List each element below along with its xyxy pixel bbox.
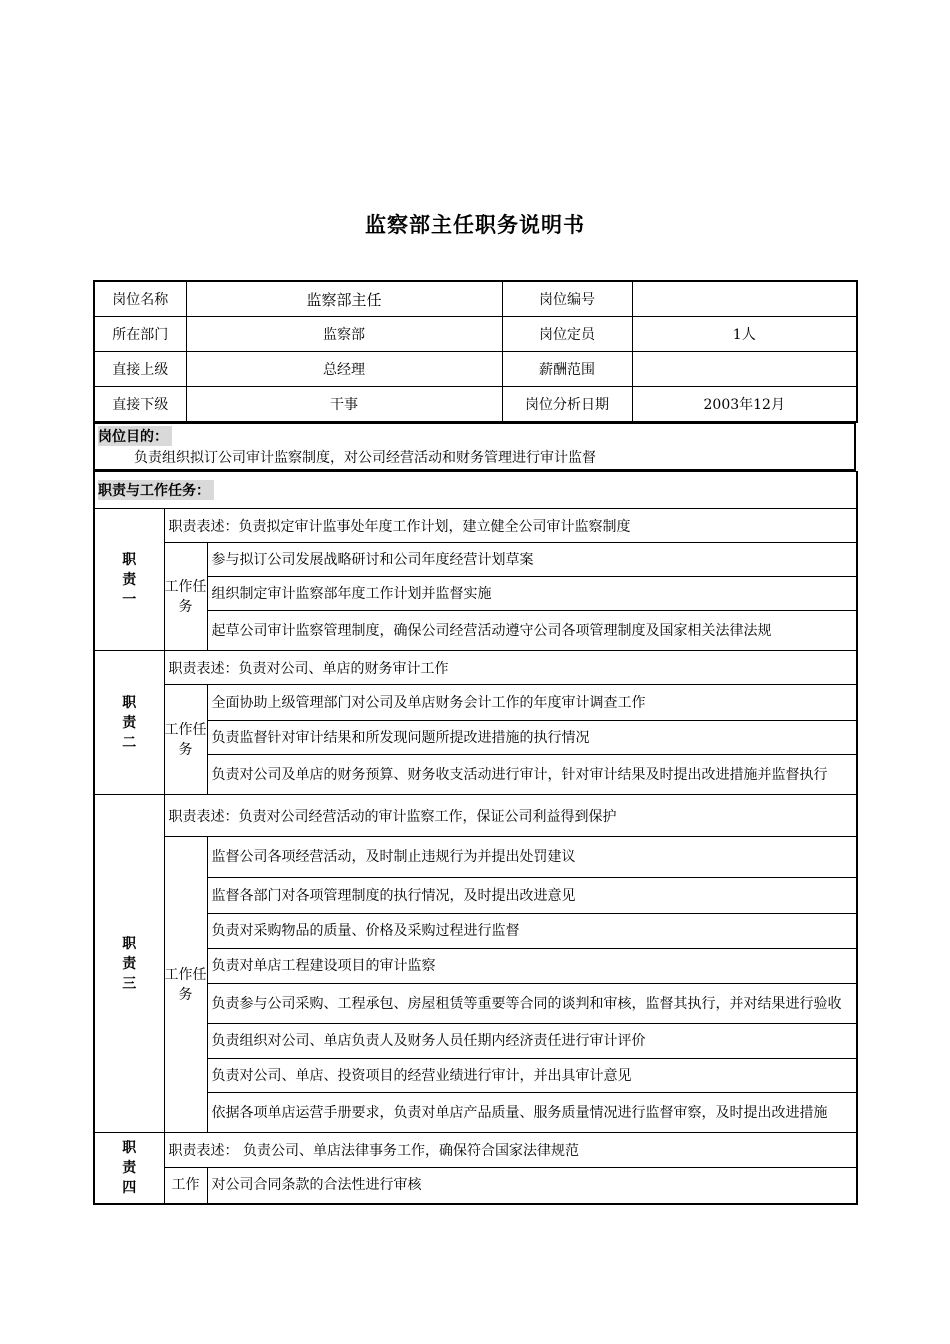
duty-description: [164, 509, 857, 543]
duties-heading-row: [94, 472, 857, 509]
document-title: 监察部主任职务说明书: [365, 213, 585, 237]
task-label: 工作任务: [164, 685, 207, 795]
task-item: 负责监督针对审计结果和所发现问题所提改进措施的执行情况: [207, 721, 857, 755]
info-row-department: [94, 317, 857, 352]
purpose-heading: 岗位目的：: [98, 426, 172, 446]
task-row: [94, 755, 857, 795]
task-label: 工作任务: [164, 543, 207, 651]
info-row-subordinate: [94, 387, 857, 423]
task-row: [94, 949, 857, 984]
job-info-section: [94, 281, 857, 422]
desc-text: 负责对公司、单店的财务审计工作: [238, 660, 449, 677]
task-item: 组织制定审计监察部年度工作计划并监督实施: [207, 577, 857, 611]
duties-heading-cell: [94, 472, 857, 509]
duty-block-2: [94, 651, 857, 795]
duty-block-3: [94, 795, 857, 1133]
label-direct-superior: 直接上级: [94, 352, 186, 387]
task-row: [94, 984, 857, 1024]
desc-text: 负责对公司经营活动的审计监察工作，保证公司利益得到保护: [238, 808, 617, 825]
value-position-name: 监察部主任: [186, 281, 502, 317]
task-item: 起草公司审计监察管理制度，确保公司经营活动遵守公司各项管理制度及国家相关法律法规: [207, 611, 857, 651]
value-salary-range: [632, 352, 857, 387]
task-row: [94, 685, 857, 721]
label-salary-range: 薪酬范围: [502, 352, 632, 387]
task-row: [94, 878, 857, 914]
desc-text: 负责公司、单店法律事务工作，确保符合国家法律规范: [238, 1143, 579, 1159]
value-direct-superior: 总经理: [186, 352, 502, 387]
purpose-row: [94, 424, 855, 471]
value-headcount: 1人: [632, 317, 857, 352]
task-item: 负责对公司及单店的财务预算、财务收支活动进行审计，针对审计结果及时提出改进措施并监督执行: [207, 755, 857, 795]
task-label: 工作任务: [164, 837, 207, 1133]
value-analysis-date: 2003年12月: [632, 387, 857, 423]
job-info-table: [93, 280, 858, 423]
duty-label-4: 职 责 四: [94, 1133, 164, 1204]
duty-block-4: [94, 1133, 857, 1204]
label-position-name: 岗位名称: [94, 281, 186, 317]
desc-text: 负责拟定审计监事处年度工作计划，建立健全公司审计监察制度: [238, 518, 631, 535]
duty-block-1: [94, 509, 857, 651]
task-item: 负责对公司、单店、投资项目的经营业绩进行审计，并出具审计意见: [207, 1059, 857, 1093]
info-row-position: [94, 281, 857, 317]
duty-desc-row: [94, 1133, 857, 1168]
duty-label-3: 职 责 三: [94, 795, 164, 1133]
task-item: 依据各项单店运营手册要求，负责对单店产品质量、服务质量情况进行监督审察，及时提出改进措施: [207, 1093, 857, 1133]
task-row: [94, 1059, 857, 1093]
task-row: [94, 1168, 857, 1204]
task-row: [94, 1093, 857, 1133]
task-row: [94, 1024, 857, 1059]
desc-label: 职责表述：: [168, 1143, 239, 1159]
task-item: 负责对采购物品的质量、价格及采购过程进行监督: [207, 914, 857, 949]
task-item: 负责组织对公司、单店负责人及财务人员任期内经济责任进行审计评价: [207, 1024, 857, 1059]
value-position-code: [632, 281, 857, 317]
duties-heading: 职责与工作任务：: [98, 480, 214, 500]
duty-desc-row: [94, 651, 857, 685]
task-row: [94, 611, 857, 651]
task-item: 监督各部门对各项管理制度的执行情况，及时提出改进意见: [207, 878, 857, 914]
task-item: 全面协助上级管理部门对公司及单店财务会计工作的年度审计调查工作: [207, 685, 857, 721]
desc-label: 职责表述：: [168, 660, 239, 677]
task-label: 工作: [164, 1168, 207, 1204]
desc-label: 职责表述：: [168, 518, 239, 535]
label-headcount: 岗位定员: [502, 317, 632, 352]
duty-label-2: 职 责 二: [94, 651, 164, 795]
task-item: 监督公司各项经营活动，及时制止违规行为并提出处罚建议: [207, 837, 857, 878]
task-item: 负责参与公司采购、工程承包、房屋租赁等重要等合同的谈判和审核，监督其执行，并对结果进行验收: [207, 984, 857, 1024]
task-item: 对公司合同条款的合法性进行审核: [207, 1168, 857, 1204]
label-department: 所在部门: [94, 317, 186, 352]
task-row: [94, 543, 857, 577]
duty-description: [164, 795, 857, 837]
value-direct-subordinate: 干事: [186, 387, 502, 423]
value-department: 监察部: [186, 317, 502, 352]
label-analysis-date: 岗位分析日期: [502, 387, 632, 423]
purpose-table: [93, 423, 856, 471]
label-position-code: 岗位编号: [502, 281, 632, 317]
task-item: 参与拟订公司发展战略研讨和公司年度经营计划草案: [207, 543, 857, 577]
desc-label: 职责表述：: [168, 808, 239, 825]
label-direct-subordinate: 直接下级: [94, 387, 186, 423]
duties-table: [93, 471, 858, 1205]
purpose-cell: [94, 424, 855, 471]
duty-label-1: 职 责 一: [94, 509, 164, 651]
duty-description: [164, 651, 857, 685]
job-description-form: [93, 280, 856, 1205]
task-row: [94, 837, 857, 878]
duty-desc-row: [94, 509, 857, 543]
task-item: 负责对单店工程建设项目的审计监察: [207, 949, 857, 984]
purpose-text: 负责组织拟订公司审计监察制度，对公司经营活动和财务管理进行审计监督: [134, 450, 596, 466]
info-row-superior: [94, 352, 857, 387]
duty-desc-row: [94, 795, 857, 837]
task-row: [94, 914, 857, 949]
task-row: [94, 577, 857, 611]
task-row: [94, 721, 857, 755]
duty-description: [164, 1133, 857, 1168]
